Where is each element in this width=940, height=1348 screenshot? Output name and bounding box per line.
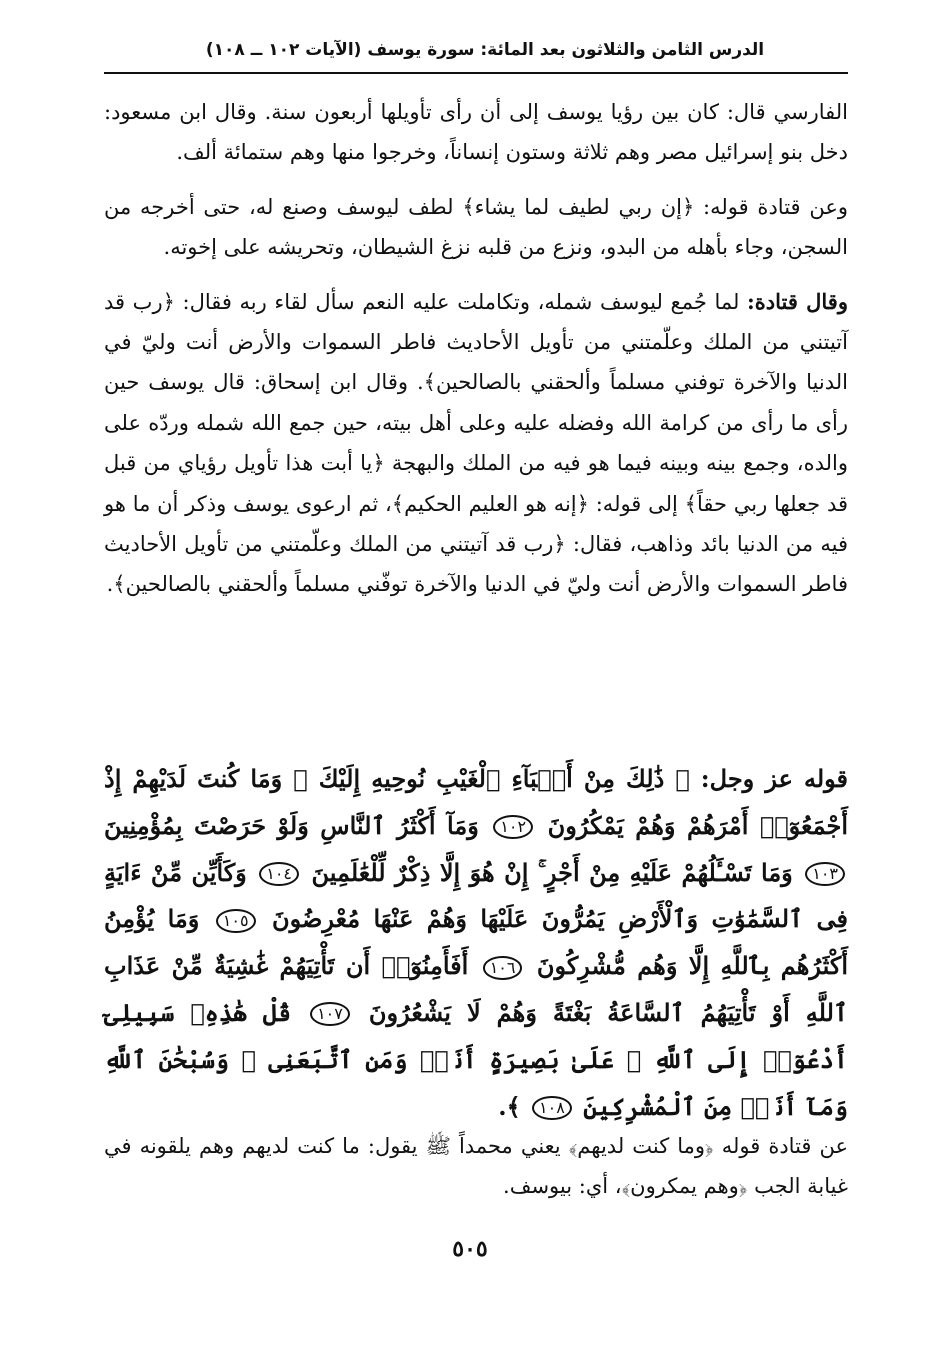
running-header: الدرس الثامن والثلاثون بعد المائة: سورة يوسف (الآيات ١٠٢ ــ ١٠٨): [205, 40, 765, 60]
verse-number-marker: ١٠٨: [532, 1096, 572, 1120]
paragraph: [104, 282, 848, 605]
main-text: [104, 92, 848, 605]
header-divider: [104, 72, 848, 74]
verse-number-marker: ١٠٢: [493, 815, 533, 839]
paragraph-text: وعن قتادة قوله: ﴿إن ربي لطيف لما يشاء﴾ لطف ليوسف وصنع له، حتى أخرجه من السجن، وجاء بأهله من البدو، ونزع من قلبه نزغ الشيطان، وتحريشه على إخوته.: [104, 194, 848, 260]
verse-number-marker: ١٠٤: [259, 862, 299, 886]
verse-number-marker: ١٠٦: [483, 956, 523, 980]
closing-text: [104, 1126, 848, 1207]
paragraph-text: لما جُمع ليوسف شمله، وتكاملت عليه النعم سأل لقاء ربه فقال: ﴿رب قد آتيتني من الملك وعلّمتني من تأويل الأحاديث فاطر السموات والأرض أنت وليّ في الدنيا والآخرة توفني مسلماً وألحقني بالصالحين﴾. وقال ابن إسحاق: قال يوسف حين رأى ما رأى من كرامة الله وفضله عليه وعلى أهل بيته، حين جمع الله شمله وردّه على والده، وجمع بينه وبينه فيما هو فيه من الملك والبهجة ﴿يا أبت هذا تأويل رؤياي من قبل قد جعلها ربي حقاً﴾ إلى قوله: ﴿إنه هو العليم الحكيم﴾، ثم ارعوى يوسف وذكر أن ما هو فيه من الدنيا بائد وذاهب، فقال: ﴿رب قد آتيتني من الملك وعلّمتني من تأويل الأحاديث فاطر السموات والأرض أنت وليّ في الدنيا والآخرة توفّني مسلماً وألحقني بالصالحين﴾.: [104, 289, 848, 597]
verse-text: وَمَا تَسْـَٔلُهُمْ عَلَيْهِ مِنْ أَجْرٍ ۚ إِنْ هُوَ إِلَّا ذِكْرٌ لِّلْعَٰلَمِينَ: [311, 857, 793, 887]
verse-text: وَمَا يُؤْمِنُ أَكْثَرُهُم بِٱللَّهِ إِلَّا وَهُم مُّشْرِكُونَ: [104, 904, 849, 981]
verse-text: وَكَأَيِّن مِّنْ ءَايَةٍ فِى ٱلسَّمَٰوَٰتِ وَٱلْأَرْضِ يَمُرُّونَ عَلَيْهَا وَهُمْ عَنْهَا مُعْرِضُونَ: [104, 857, 848, 934]
quran-intro: قوله عز وجل: ﴿: [675, 764, 849, 793]
paragraph: [104, 92, 848, 173]
verse-text: ذَٰلِكَ مِنْ أَنۢبَآءِ ٱلْغَيْبِ نُوحِيهِ إِلَيْكَ ۖ وَمَا كُنتَ لَدَيْهِمْ إِذْ أَجْمَعُوٓا۟ أَمْرَهُمْ وَهُمْ يَمْكُرُونَ: [104, 764, 849, 840]
paragraph-text: الفارسي قال: كان بين رؤيا يوسف إلى أن رأى تأويلها أربعون سنة. وقال ابن مسعود: دخل بنو إسرائيل مصر وهم ثلاثة وستون إنساناً، وخرجوا منها وهم ستمائة ألف.: [104, 100, 848, 165]
paragraph-text: عن قتادة قوله ﴿وما كنت لديهم﴾ يعني محمداً ﷺ يقول: ما كنت لديهم وهم يلقونه في غيابة الجب ﴿وهم يمكرون﴾، أي: بيوسف.: [104, 1134, 848, 1199]
paragraph-lead: وقال قتادة:: [747, 288, 848, 314]
quran-paragraph: [104, 756, 848, 1130]
quran-outro: ﴾.: [498, 1091, 521, 1121]
verse-number-marker: ١٠٣: [805, 862, 845, 886]
quran-verses-block: [104, 756, 848, 1130]
paragraph: [104, 1126, 848, 1207]
verse-text: قُلْ هَٰذِهِۦ سَبِيلِىٓ أَدْعُوٓا۟ إِلَى ٱللَّهِ ۚ عَلَىٰ بَصِيرَةٍ أَنَا۠ وَمَنِ ٱتَّبَعَنِى ۖ وَسُبْحَٰنَ ٱللَّهِ وَمَآ أَنَا۠ مِنَ ٱلْمُشْرِكِينَ: [104, 997, 848, 1121]
verse-number-marker: ١٠٧: [310, 1002, 350, 1026]
verse-text: أَفَأَمِنُوٓا۟ أَن تَأْتِيَهُمْ غَٰشِيَةٌ مِّنْ عَذَابِ ٱللَّهِ أَوْ تَأْتِيَهُمُ ٱلسَّاعَةُ بَغْتَةً وَهُمْ لَا يَشْعُرُونَ: [104, 951, 848, 1027]
paragraph: [104, 187, 848, 268]
page-number: ٥٠٥: [452, 1236, 488, 1262]
verse-text: وَمَآ أَكْثَرُ ٱلنَّاسِ وَلَوْ حَرَصْتَ بِمُؤْمِنِينَ: [104, 810, 479, 840]
verse-number-marker: ١٠٥: [216, 909, 256, 933]
